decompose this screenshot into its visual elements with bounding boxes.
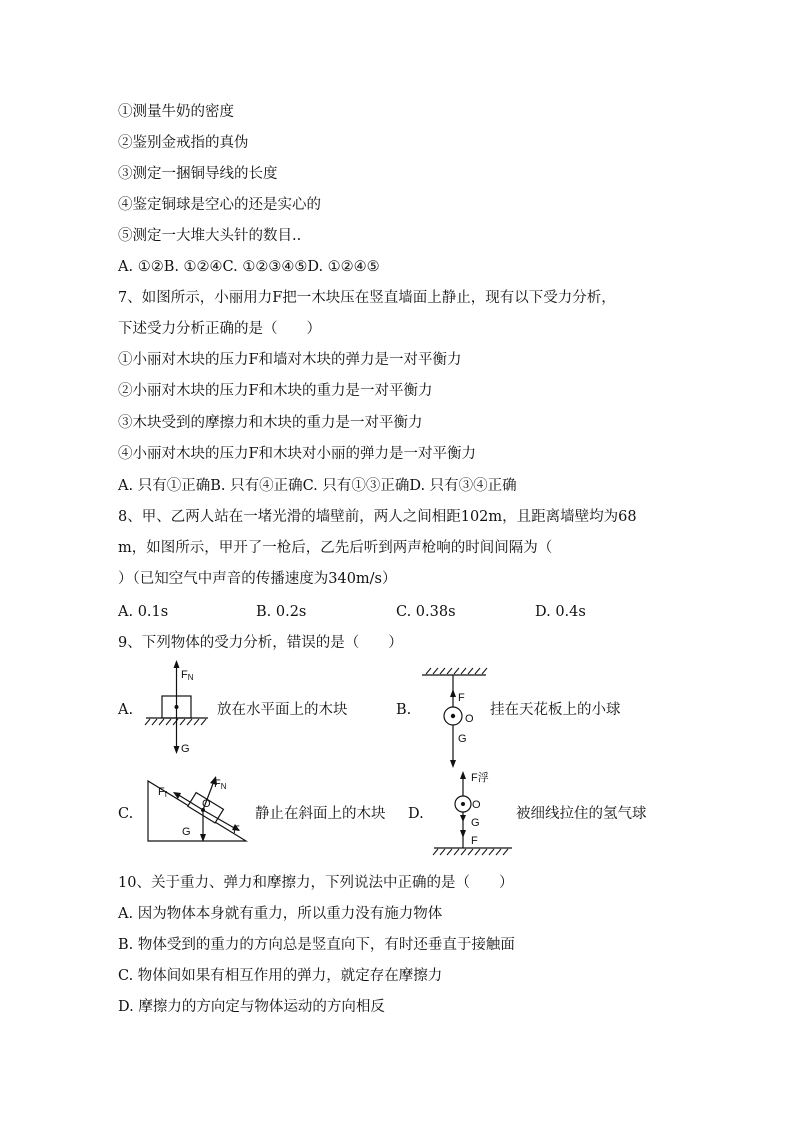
figure-balloon-on-string <box>428 768 518 858</box>
d-g-label: G <box>471 817 480 829</box>
q7-stem-line1: 7、如图所示，小丽用力F把一木块压在竖直墙面上静止，现有以下受力分析， <box>118 290 616 306</box>
q9-b-caption: 挂在天花板上的小球 <box>490 702 621 718</box>
d-f-label: F <box>471 835 478 847</box>
q7-options: A. 只有①正确B. 只有④正确C. 只有①③正确D. 只有③④正确 <box>118 478 517 494</box>
q7-stem-line2: 下述受力分析正确的是（ ） <box>118 321 321 337</box>
d-o-label: O <box>472 799 481 811</box>
q8-option-a: A. 0.1s <box>118 604 169 620</box>
item-5: ⑤测定一大堆大头针的数目.. <box>118 228 302 244</box>
q6-options: A. ①②B. ①②④C. ①②③④⑤D. ①②④⑤ <box>118 259 380 275</box>
b-g-label: G <box>458 733 467 745</box>
q10-stem: 10、关于重力、弹力和摩擦力，下列说法中正确的是（ ） <box>118 875 514 891</box>
svg-text:FN <box>214 778 227 791</box>
c-ff-sub: f <box>164 790 167 799</box>
q9-b-letter: B. <box>396 702 412 718</box>
a-fn-sub: N <box>187 673 194 682</box>
item-1: ①测量牛奶的密度 <box>118 104 234 120</box>
item-3: ③测定一捆铜导线的长度 <box>118 166 278 182</box>
q7-statement-3: ③木块受到的摩擦力和木块的重力是一对平衡力 <box>118 415 423 431</box>
q9-c-caption: 静止在斜面上的木块 <box>255 806 386 822</box>
figure-block-on-incline <box>140 765 250 845</box>
a-g-label: G <box>181 743 190 755</box>
q8-option-b: B. 0.2s <box>256 604 307 620</box>
b-f-label: F <box>458 692 465 704</box>
q7-statement-2: ②小丽对木块的压力F和木块的重力是一对平衡力 <box>118 383 433 399</box>
b-o-label: O <box>465 713 474 725</box>
q10-option-c: C. 物体间如果有相互作用的弹力，就定存在摩擦力 <box>118 968 443 984</box>
figure-ball-from-ceiling <box>418 664 488 779</box>
c-ff-label: F <box>158 786 165 798</box>
q8-option-c: C. 0.38s <box>396 604 456 620</box>
figure-block-on-floor <box>140 658 210 758</box>
item-4: ④鉴定铜球是空心的还是实心的 <box>118 197 321 213</box>
q10-option-b: B. 物体受到的重力的方向总是竖直向下，有时还垂直于接触面 <box>118 937 515 953</box>
q9-d-caption: 被细线拉住的氢气球 <box>516 806 647 822</box>
c-fn-label: F <box>214 778 221 790</box>
q7-statement-1: ①小丽对木块的压力F和墙对木块的弹力是一对平衡力 <box>118 352 462 368</box>
a-fn-label: F <box>181 669 188 681</box>
q9-c-letter: C. <box>118 806 134 822</box>
c-o-label: O <box>202 798 211 810</box>
q8-stem-line2: m，如图所示，甲开了一枪后，乙先后听到两声枪响的时间间隔为（ <box>118 540 553 556</box>
q9-stem: 9、下列物体的受力分析，错误的是（ ） <box>118 635 403 651</box>
q10-option-a: A. 因为物体本身就有重力，所以重力没有施力物体 <box>118 906 443 922</box>
q8-stem-line3: ）（已知空气中声音的传播速度为340m/s） <box>118 571 397 587</box>
q9-a-caption: 放在水平面上的木块 <box>217 702 348 718</box>
q9-d-letter: D. <box>408 806 424 822</box>
item-2: ②鉴别金戒指的真伪 <box>118 135 249 151</box>
svg-text:FN <box>181 669 194 682</box>
svg-text:Ff <box>158 786 168 799</box>
q8-stem-line1: 8、甲、乙两人站在一堵光滑的墙壁前，两人之间相距102m，且距离墙壁均为68 <box>118 509 637 525</box>
d-ffu-label: F浮 <box>471 772 489 784</box>
c-fn-sub: N <box>220 782 227 791</box>
q10-option-d: D. 摩擦力的方向定与物体运动的方向相反 <box>118 999 385 1015</box>
q9-a-letter: A. <box>118 702 134 718</box>
c-f-label: F <box>233 824 240 836</box>
q7-statement-4: ④小丽对木块的压力F和木块对小丽的弹力是一对平衡力 <box>118 446 477 462</box>
c-g-label: G <box>182 826 191 838</box>
q8-option-d: D. 0.4s <box>535 604 586 620</box>
